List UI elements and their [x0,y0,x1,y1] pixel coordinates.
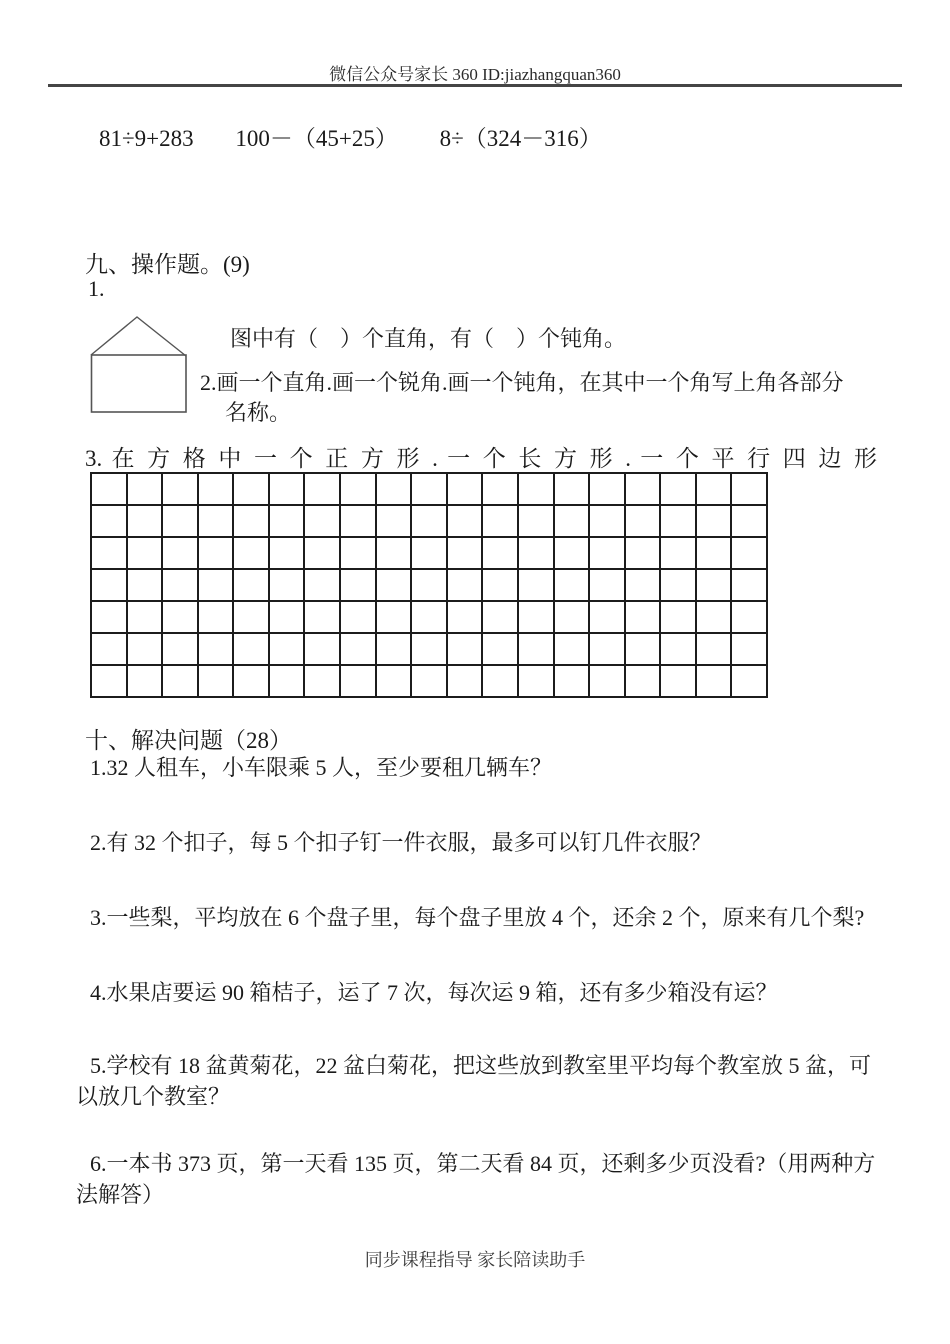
header-text: 微信公众号家长 360 ID:jiazhangquan360 [329,65,621,84]
grid-cell [162,473,198,505]
grid-cell [731,569,767,601]
section9-item3-text: 3. 在 方 格 中 一 个 正 方 形 . 一 个 长 方 形 . 一 个 平 行 四 边 形 [85,446,877,471]
grid-cell [696,569,732,601]
grid-cell [554,665,590,697]
section9-item2-line1: 2.画一个直角.画一个锐角.画一个钝角，在其中一个角写上角各部分 [200,370,844,395]
grid-cell [304,601,340,633]
grid-cell [696,665,732,697]
problem-4: 4.水果店要运 90 箱桔子，运了 7 次，每次运 9 箱，还有多少箱没有运？ [90,980,778,1005]
grid-cell [411,473,447,505]
grid-cell [304,505,340,537]
grid-cell [127,537,163,569]
grid-cell [198,473,234,505]
grid-cell [91,473,127,505]
expression-3: 8÷（324－316） [439,126,602,151]
grid-cell [482,569,518,601]
grid-cell [233,473,269,505]
grid-cell [127,569,163,601]
grid-cell [127,633,163,665]
grid-cell [554,633,590,665]
grid-cell [376,569,412,601]
grid-cell [269,633,305,665]
grid-cell [482,633,518,665]
grid-cell [518,537,554,569]
grid-cell [91,569,127,601]
grid-cell [731,537,767,569]
grid-cell [518,473,554,505]
problem-2: 2.有 32 个扣子，每 5 个扣子钉一件衣服，最多可以钉几件衣服？ [90,830,712,855]
grid-cell [411,633,447,665]
grid-cell [304,633,340,665]
section9-item2-text [200,368,910,428]
grid-cell [482,505,518,537]
grid-cell [411,665,447,697]
grid-cell [127,473,163,505]
expression-1: 81÷9+283 [99,126,194,151]
grid-cell [660,633,696,665]
grid-cell [198,537,234,569]
grid-cell [304,569,340,601]
grid-cell [376,537,412,569]
grid-cell [696,473,732,505]
grid-cell [625,473,661,505]
grid-cell [162,537,198,569]
grid-cell [233,569,269,601]
grid-cell [340,569,376,601]
grid-cell [269,537,305,569]
grid-cell [589,537,625,569]
grid-cell [731,665,767,697]
grid-cell [198,633,234,665]
grid-cell [269,505,305,537]
grid-cell [447,665,483,697]
grid-cell [589,505,625,537]
section10-heading: 十、解决问题（28） [85,728,292,753]
grid-cell [91,633,127,665]
grid-cell [376,665,412,697]
grid-cell [482,601,518,633]
grid-cell [447,601,483,633]
grid-cell [162,665,198,697]
grid-cell [198,601,234,633]
grid-cell [198,505,234,537]
grid-cell [554,505,590,537]
grid-cell [447,569,483,601]
house-figure [90,314,190,414]
grid-cell [376,473,412,505]
grid-cell [589,665,625,697]
grid-cell [127,505,163,537]
grid-cell [376,505,412,537]
grid-cell [269,601,305,633]
grid-cell [731,601,767,633]
header-rule [48,84,902,87]
grid-cell [696,537,732,569]
grid-cell [233,505,269,537]
grid-cell [447,537,483,569]
problem-1: 1.32 人租车，小车限乘 5 人，至少要租几辆车？ [90,755,553,780]
grid-cell [731,505,767,537]
grid-cell [482,537,518,569]
expressions-row [99,120,638,153]
grid-cell [660,569,696,601]
grid-cell [518,633,554,665]
grid-cell [376,601,412,633]
grid-cell [411,537,447,569]
grid-cell [269,665,305,697]
grid-cell [233,537,269,569]
grid-cell [162,601,198,633]
grid-cell [660,505,696,537]
grid-cell [162,505,198,537]
grid-cell [304,665,340,697]
expression-2: 100－（45+25） [235,126,398,151]
grid-cell [518,569,554,601]
grid-cell [233,665,269,697]
grid-cell [91,537,127,569]
grid-cell [411,569,447,601]
grid-cell [91,505,127,537]
grid-cell [91,665,127,697]
grid-cell [340,601,376,633]
grid-cell [127,665,163,697]
grid-cell [696,505,732,537]
grid-cell [482,665,518,697]
grid-cell [625,633,661,665]
grid-cell [411,601,447,633]
grid-cell [447,473,483,505]
problem-6: 6.一本书 373 页，第一天看 135 页，第二天看 84 页，还剩多少页没看?（用两种方法解答） [76,1151,876,1207]
grid-cell [696,633,732,665]
grid-cell [127,601,163,633]
grid-cell [233,633,269,665]
grid-cell [660,665,696,697]
grid-cell [269,473,305,505]
grid-cell [376,633,412,665]
grid-cell [447,633,483,665]
grid-cell [660,537,696,569]
grid-cell [340,537,376,569]
grid-cell [518,505,554,537]
grid-cell [233,601,269,633]
grid-cell [625,665,661,697]
grid-cell [660,473,696,505]
grid-cell [304,473,340,505]
grid-cell [731,633,767,665]
grid-cell [447,505,483,537]
section9-heading: 九、操作题。(9) [85,252,250,277]
grid-cell [269,569,305,601]
grid-cell [198,665,234,697]
grid-cell [198,569,234,601]
grid-cell [554,473,590,505]
problem-3: 3.一些梨，平均放在 6 个盘子里，每个盘子里放 4 个，还余 2 个，原来有几个梨? [90,905,865,930]
grid-cell [340,473,376,505]
section9-item1-text: 图中有（ ）个直角，有（ ）个钝角。 [230,326,627,351]
grid-cell [162,569,198,601]
section9-item2-line2: 名称。 [225,400,292,425]
problem-5: 5.学校有 18 盆黄菊花，22 盆白菊花，把这些放到教室里平均每个教室放 5 盆，可以放几个教室？ [76,1053,872,1109]
grid-cell [340,505,376,537]
grid-cell [660,601,696,633]
grid-cell [482,473,518,505]
grid-cell [411,505,447,537]
grid-cell [304,537,340,569]
grid-cell [696,601,732,633]
grid-cell [589,601,625,633]
grid-cell [589,473,625,505]
grid-cell [162,633,198,665]
grid-cell [625,537,661,569]
grid-cell [589,633,625,665]
grid-cell [340,665,376,697]
grid-cell [554,601,590,633]
drawing-grid [90,472,768,698]
grid-cell [518,665,554,697]
grid-cell [625,569,661,601]
grid-cell [518,601,554,633]
grid-cell [589,569,625,601]
grid-cell [731,473,767,505]
grid-cell [554,569,590,601]
grid-cell [91,601,127,633]
footer-text: 同步课程指导 家长陪读助手 [364,1250,586,1270]
grid-cell [340,633,376,665]
section9-item1-number: 1. [88,276,105,301]
grid-cell [625,601,661,633]
grid-cell [554,537,590,569]
grid-cell [625,505,661,537]
